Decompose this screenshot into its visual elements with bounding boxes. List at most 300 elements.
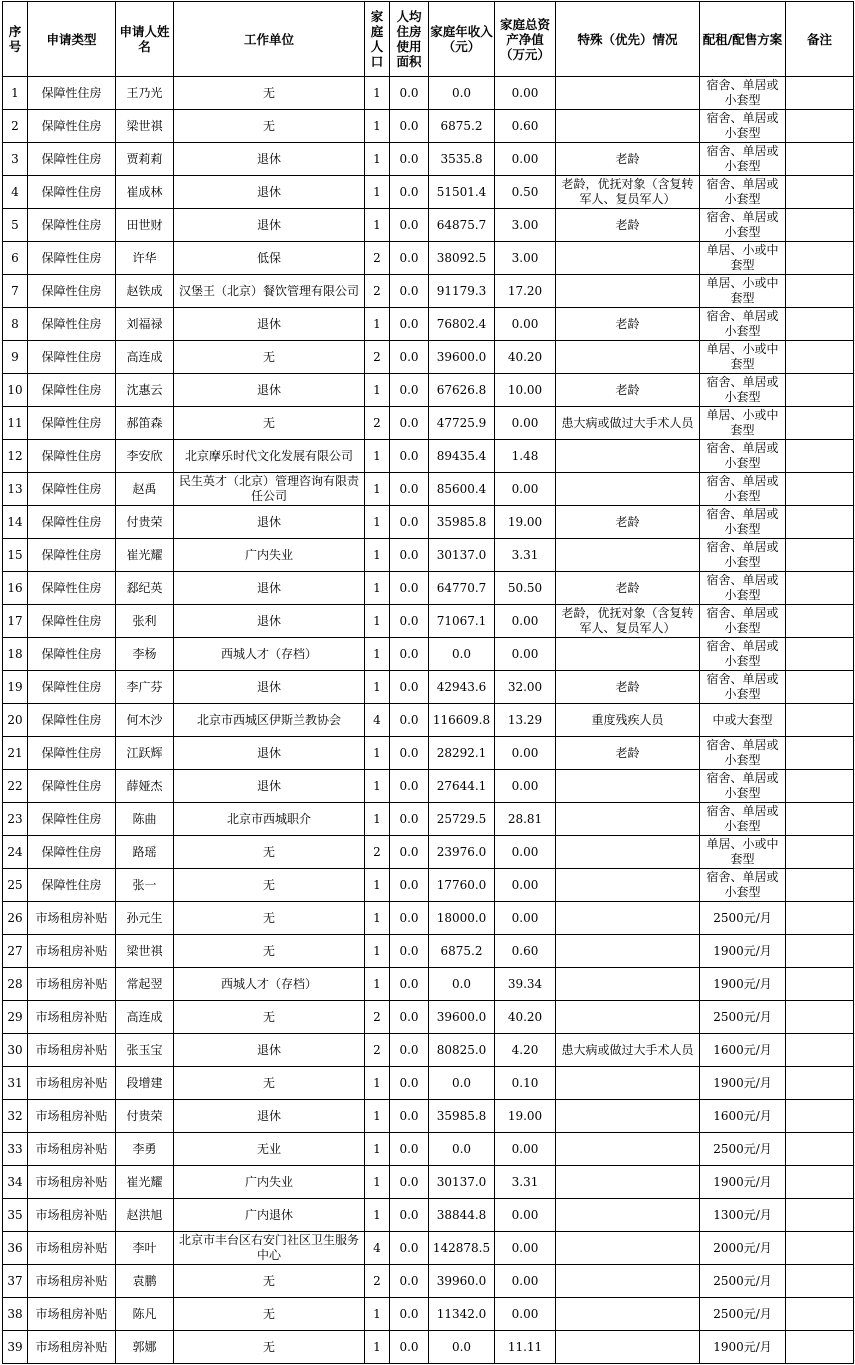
cell-area: 0.0 [390, 473, 429, 506]
cell-plan: 宿舍、单居或小套型 [700, 440, 786, 473]
cell-type: 保障性住房 [28, 803, 116, 836]
cell-seq: 16 [3, 572, 28, 605]
cell-remarks [786, 1133, 854, 1166]
table-row [3, 737, 854, 770]
cell-household: 1 [365, 1199, 390, 1232]
cell-remarks [786, 1166, 854, 1199]
cell-assets: 0.00 [495, 1199, 556, 1232]
cell-name: 梁世祺 [116, 110, 174, 143]
cell-assets: 0.10 [495, 1067, 556, 1100]
cell-plan: 宿舍、单居或小套型 [700, 869, 786, 902]
cell-name: 李勇 [116, 1133, 174, 1166]
cell-household: 4 [365, 704, 390, 737]
cell-name: 王乃光 [116, 77, 174, 110]
cell-plan: 单居、小或中套型 [700, 275, 786, 308]
cell-type: 保障性住房 [28, 143, 116, 176]
cell-remarks [786, 1067, 854, 1100]
cell-remarks [786, 1100, 854, 1133]
cell-plan: 宿舍、单居或小套型 [700, 572, 786, 605]
cell-priority [556, 77, 700, 110]
table-row [3, 1034, 854, 1067]
cell-priority [556, 1232, 700, 1265]
cell-seq: 25 [3, 869, 28, 902]
cell-area: 0.0 [390, 1199, 429, 1232]
cell-area: 0.0 [390, 143, 429, 176]
cell-plan: 2500元/月 [700, 902, 786, 935]
cell-seq: 23 [3, 803, 28, 836]
cell-name: 沈惠云 [116, 374, 174, 407]
cell-income: 0.0 [429, 1331, 495, 1364]
cell-name: 李广芬 [116, 671, 174, 704]
cell-employer: 退休 [174, 605, 365, 638]
cell-seq: 10 [3, 374, 28, 407]
cell-name: 孙元生 [116, 902, 174, 935]
cell-assets: 17.20 [495, 275, 556, 308]
cell-employer: 退休 [174, 506, 365, 539]
cell-area: 0.0 [390, 737, 429, 770]
cell-remarks [786, 869, 854, 902]
cell-priority [556, 770, 700, 803]
cell-type: 市场租房补贴 [28, 902, 116, 935]
cell-name: 田世财 [116, 209, 174, 242]
cell-income: 0.0 [429, 77, 495, 110]
cell-income: 0.0 [429, 968, 495, 1001]
cell-type: 保障性住房 [28, 638, 116, 671]
cell-seq: 29 [3, 1001, 28, 1034]
cell-assets: 0.00 [495, 836, 556, 869]
cell-employer: 退休 [174, 770, 365, 803]
cell-plan: 1900元/月 [700, 1067, 786, 1100]
cell-plan: 宿舍、单居或小套型 [700, 473, 786, 506]
table-row [3, 407, 854, 440]
cell-income: 0.0 [429, 1067, 495, 1100]
cell-income: 0.0 [429, 1133, 495, 1166]
cell-employer: 北京市西城区伊斯兰教协会 [174, 704, 365, 737]
cell-employer: 无 [174, 110, 365, 143]
cell-remarks [786, 209, 854, 242]
cell-priority [556, 1331, 700, 1364]
cell-type: 市场租房补贴 [28, 1133, 116, 1166]
cell-name: 郝笛森 [116, 407, 174, 440]
table-row [3, 1067, 854, 1100]
cell-name: 刘福禄 [116, 308, 174, 341]
cell-assets: 0.00 [495, 1133, 556, 1166]
cell-priority: 老龄 [556, 374, 700, 407]
cell-priority [556, 1067, 700, 1100]
cell-type: 保障性住房 [28, 374, 116, 407]
cell-plan: 宿舍、单居或小套型 [700, 539, 786, 572]
cell-priority [556, 638, 700, 671]
cell-household: 1 [365, 143, 390, 176]
cell-area: 0.0 [390, 1133, 429, 1166]
cell-remarks [786, 275, 854, 308]
cell-seq: 21 [3, 737, 28, 770]
cell-plan: 单居、小或中套型 [700, 242, 786, 275]
cell-remarks [786, 836, 854, 869]
header-name: 申请人姓名 [116, 2, 174, 77]
cell-plan: 1300元/月 [700, 1199, 786, 1232]
cell-type: 市场租房补贴 [28, 968, 116, 1001]
cell-area: 0.0 [390, 935, 429, 968]
cell-remarks [786, 341, 854, 374]
cell-employer: 退休 [174, 209, 365, 242]
cell-name: 张利 [116, 605, 174, 638]
table-row [3, 968, 854, 1001]
cell-remarks [786, 671, 854, 704]
cell-seq: 3 [3, 143, 28, 176]
cell-seq: 27 [3, 935, 28, 968]
cell-priority: 老龄，优抚对象（含复转军人、复员军人） [556, 176, 700, 209]
cell-household: 1 [365, 869, 390, 902]
cell-assets: 0.00 [495, 1265, 556, 1298]
table-row [3, 869, 854, 902]
cell-area: 0.0 [390, 539, 429, 572]
cell-seq: 4 [3, 176, 28, 209]
cell-remarks [786, 539, 854, 572]
cell-household: 2 [365, 1034, 390, 1067]
cell-income: 38844.8 [429, 1199, 495, 1232]
cell-assets: 39.34 [495, 968, 556, 1001]
cell-seq: 31 [3, 1067, 28, 1100]
cell-household: 2 [365, 242, 390, 275]
table-body [3, 77, 854, 1364]
cell-employer: 广内失业 [174, 539, 365, 572]
cell-income: 80825.0 [429, 1034, 495, 1067]
cell-type: 保障性住房 [28, 506, 116, 539]
cell-household: 1 [365, 539, 390, 572]
cell-seq: 12 [3, 440, 28, 473]
cell-employer: 无 [174, 1331, 365, 1364]
cell-priority [556, 935, 700, 968]
cell-area: 0.0 [390, 1265, 429, 1298]
cell-area: 0.0 [390, 1331, 429, 1364]
cell-income: 89435.4 [429, 440, 495, 473]
cell-assets: 0.00 [495, 143, 556, 176]
table-row [3, 539, 854, 572]
header-assets: 家庭总资产净值（万元） [495, 2, 556, 77]
cell-name: 张玉宝 [116, 1034, 174, 1067]
cell-type: 保障性住房 [28, 440, 116, 473]
cell-area: 0.0 [390, 572, 429, 605]
table-row [3, 374, 854, 407]
cell-priority: 老龄 [556, 671, 700, 704]
cell-remarks [786, 473, 854, 506]
cell-type: 保障性住房 [28, 473, 116, 506]
cell-income: 18000.0 [429, 902, 495, 935]
cell-income: 11342.0 [429, 1298, 495, 1331]
cell-priority [556, 869, 700, 902]
cell-seq: 11 [3, 407, 28, 440]
table-row [3, 1298, 854, 1331]
cell-income: 42943.6 [429, 671, 495, 704]
cell-household: 2 [365, 407, 390, 440]
cell-income: 35985.8 [429, 1100, 495, 1133]
cell-household: 1 [365, 737, 390, 770]
cell-income: 39600.0 [429, 341, 495, 374]
cell-income: 17760.0 [429, 869, 495, 902]
cell-plan: 1900元/月 [700, 1331, 786, 1364]
cell-remarks [786, 143, 854, 176]
cell-name: 高连成 [116, 341, 174, 374]
cell-seq: 39 [3, 1331, 28, 1364]
cell-area: 0.0 [390, 1100, 429, 1133]
cell-priority [556, 1001, 700, 1034]
cell-employer: 退休 [174, 176, 365, 209]
cell-household: 2 [365, 1265, 390, 1298]
cell-priority: 患大病或做过大手术人员 [556, 1034, 700, 1067]
cell-plan: 宿舍、单居或小套型 [700, 803, 786, 836]
cell-priority [556, 1265, 700, 1298]
header-income: 家庭年收入（元） [429, 2, 495, 77]
cell-remarks [786, 1199, 854, 1232]
cell-name: 张一 [116, 869, 174, 902]
cell-household: 1 [365, 1100, 390, 1133]
cell-plan: 宿舍、单居或小套型 [700, 110, 786, 143]
cell-area: 0.0 [390, 1034, 429, 1067]
cell-type: 保障性住房 [28, 242, 116, 275]
cell-name: 李叶 [116, 1232, 174, 1265]
cell-assets: 0.60 [495, 110, 556, 143]
cell-employer: 无 [174, 1298, 365, 1331]
cell-remarks [786, 1034, 854, 1067]
cell-seq: 6 [3, 242, 28, 275]
cell-name: 贾莉莉 [116, 143, 174, 176]
header-type: 申请类型 [28, 2, 116, 77]
cell-income: 71067.1 [429, 605, 495, 638]
cell-income: 6875.2 [429, 935, 495, 968]
cell-priority [556, 539, 700, 572]
cell-household: 1 [365, 671, 390, 704]
header-priority: 特殊（优先）情况 [556, 2, 700, 77]
table-row [3, 704, 854, 737]
cell-household: 1 [365, 1298, 390, 1331]
cell-area: 0.0 [390, 638, 429, 671]
cell-area: 0.0 [390, 374, 429, 407]
cell-income: 25729.5 [429, 803, 495, 836]
cell-employer: 退休 [174, 308, 365, 341]
table-row [3, 1265, 854, 1298]
cell-priority: 老龄 [556, 308, 700, 341]
cell-priority [556, 803, 700, 836]
cell-type: 保障性住房 [28, 110, 116, 143]
cell-household: 1 [365, 374, 390, 407]
cell-plan: 宿舍、单居或小套型 [700, 176, 786, 209]
cell-income: 85600.4 [429, 473, 495, 506]
cell-priority: 患大病或做过大手术人员 [556, 407, 700, 440]
cell-remarks [786, 803, 854, 836]
cell-name: 许华 [116, 242, 174, 275]
cell-seq: 28 [3, 968, 28, 1001]
cell-income: 64770.7 [429, 572, 495, 605]
cell-seq: 14 [3, 506, 28, 539]
cell-plan: 宿舍、单居或小套型 [700, 671, 786, 704]
cell-employer: 退休 [174, 143, 365, 176]
cell-remarks [786, 308, 854, 341]
cell-plan: 2500元/月 [700, 1133, 786, 1166]
cell-seq: 19 [3, 671, 28, 704]
cell-income: 47725.9 [429, 407, 495, 440]
cell-income: 91179.3 [429, 275, 495, 308]
cell-type: 保障性住房 [28, 737, 116, 770]
cell-name: 李杨 [116, 638, 174, 671]
cell-seq: 22 [3, 770, 28, 803]
cell-area: 0.0 [390, 869, 429, 902]
cell-plan: 单居、小或中套型 [700, 341, 786, 374]
cell-remarks [786, 1298, 854, 1331]
cell-household: 1 [365, 968, 390, 1001]
cell-remarks [786, 110, 854, 143]
header-seq: 序号 [3, 2, 28, 77]
cell-employer: 低保 [174, 242, 365, 275]
cell-remarks [786, 572, 854, 605]
cell-name: 赵禹 [116, 473, 174, 506]
cell-assets: 10.00 [495, 374, 556, 407]
cell-seq: 8 [3, 308, 28, 341]
cell-household: 1 [365, 473, 390, 506]
cell-type: 保障性住房 [28, 176, 116, 209]
cell-plan: 宿舍、单居或小套型 [700, 143, 786, 176]
cell-assets: 0.50 [495, 176, 556, 209]
cell-employer: 无 [174, 902, 365, 935]
header-remarks: 备注 [786, 2, 854, 77]
cell-plan: 宿舍、单居或小套型 [700, 770, 786, 803]
cell-type: 保障性住房 [28, 341, 116, 374]
cell-plan: 单居、小或中套型 [700, 407, 786, 440]
cell-employer: 无 [174, 407, 365, 440]
table-row [3, 836, 854, 869]
cell-income: 67626.8 [429, 374, 495, 407]
cell-household: 1 [365, 638, 390, 671]
cell-plan: 宿舍、单居或小套型 [700, 308, 786, 341]
cell-seq: 34 [3, 1166, 28, 1199]
cell-priority: 老龄，优抚对象（含复转军人、复员军人） [556, 605, 700, 638]
cell-priority: 重度残疾人员 [556, 704, 700, 737]
cell-name: 赵洪旭 [116, 1199, 174, 1232]
cell-employer: 北京市西城职介 [174, 803, 365, 836]
header-employer: 工作单位 [174, 2, 365, 77]
cell-priority [556, 275, 700, 308]
cell-priority: 老龄 [556, 506, 700, 539]
cell-type: 保障性住房 [28, 836, 116, 869]
cell-priority [556, 1166, 700, 1199]
cell-plan: 1900元/月 [700, 935, 786, 968]
cell-remarks [786, 638, 854, 671]
cell-remarks [786, 1265, 854, 1298]
cell-remarks [786, 1001, 854, 1034]
cell-type: 市场租房补贴 [28, 1034, 116, 1067]
cell-name: 崔光耀 [116, 539, 174, 572]
cell-assets: 0.00 [495, 1298, 556, 1331]
cell-area: 0.0 [390, 308, 429, 341]
header-plan: 配租/配售方案 [700, 2, 786, 77]
cell-plan: 2000元/月 [700, 1232, 786, 1265]
cell-assets: 3.31 [495, 1166, 556, 1199]
cell-seq: 37 [3, 1265, 28, 1298]
cell-household: 1 [365, 77, 390, 110]
cell-type: 保障性住房 [28, 209, 116, 242]
cell-priority: 老龄 [556, 737, 700, 770]
cell-area: 0.0 [390, 803, 429, 836]
cell-area: 0.0 [390, 671, 429, 704]
cell-household: 4 [365, 1232, 390, 1265]
cell-seq: 5 [3, 209, 28, 242]
cell-type: 市场租房补贴 [28, 1298, 116, 1331]
cell-income: 76802.4 [429, 308, 495, 341]
cell-type: 市场租房补贴 [28, 1265, 116, 1298]
cell-area: 0.0 [390, 605, 429, 638]
cell-assets: 0.00 [495, 77, 556, 110]
cell-household: 1 [365, 440, 390, 473]
cell-assets: 0.00 [495, 902, 556, 935]
cell-seq: 30 [3, 1034, 28, 1067]
cell-income: 30137.0 [429, 539, 495, 572]
cell-assets: 0.00 [495, 869, 556, 902]
cell-remarks [786, 407, 854, 440]
cell-employer: 无 [174, 935, 365, 968]
cell-name: 梁世祺 [116, 935, 174, 968]
cell-seq: 13 [3, 473, 28, 506]
cell-remarks [786, 968, 854, 1001]
cell-income: 35985.8 [429, 506, 495, 539]
cell-type: 市场租房补贴 [28, 1100, 116, 1133]
cell-household: 1 [365, 176, 390, 209]
cell-remarks [786, 704, 854, 737]
cell-area: 0.0 [390, 704, 429, 737]
cell-plan: 1600元/月 [700, 1034, 786, 1067]
cell-type: 保障性住房 [28, 275, 116, 308]
cell-remarks [786, 77, 854, 110]
cell-employer: 无 [174, 1265, 365, 1298]
cell-assets: 4.20 [495, 1034, 556, 1067]
table-row [3, 77, 854, 110]
cell-priority [556, 1133, 700, 1166]
cell-priority [556, 1199, 700, 1232]
cell-seq: 7 [3, 275, 28, 308]
cell-seq: 35 [3, 1199, 28, 1232]
cell-priority [556, 440, 700, 473]
table-row [3, 1166, 854, 1199]
table-row [3, 242, 854, 275]
cell-priority [556, 110, 700, 143]
cell-name: 路瑶 [116, 836, 174, 869]
table-row [3, 1199, 854, 1232]
cell-income: 142878.5 [429, 1232, 495, 1265]
cell-plan: 1600元/月 [700, 1100, 786, 1133]
cell-assets: 0.00 [495, 473, 556, 506]
cell-household: 1 [365, 110, 390, 143]
table-row [3, 671, 854, 704]
table-row [3, 341, 854, 374]
table-row [3, 143, 854, 176]
cell-employer: 西城人才（存档） [174, 638, 365, 671]
cell-assets: 40.20 [495, 341, 556, 374]
cell-assets: 0.00 [495, 737, 556, 770]
cell-plan: 宿舍、单居或小套型 [700, 737, 786, 770]
cell-income: 30137.0 [429, 1166, 495, 1199]
cell-employer: 汉堡王（北京）餐饮管理有限公司 [174, 275, 365, 308]
table-row [3, 572, 854, 605]
cell-seq: 20 [3, 704, 28, 737]
table-row [3, 308, 854, 341]
cell-priority [556, 473, 700, 506]
cell-type: 保障性住房 [28, 539, 116, 572]
cell-area: 0.0 [390, 209, 429, 242]
cell-household: 2 [365, 275, 390, 308]
cell-name: 李安欣 [116, 440, 174, 473]
cell-employer: 无业 [174, 1133, 365, 1166]
cell-seq: 17 [3, 605, 28, 638]
cell-employer: 无 [174, 1067, 365, 1100]
